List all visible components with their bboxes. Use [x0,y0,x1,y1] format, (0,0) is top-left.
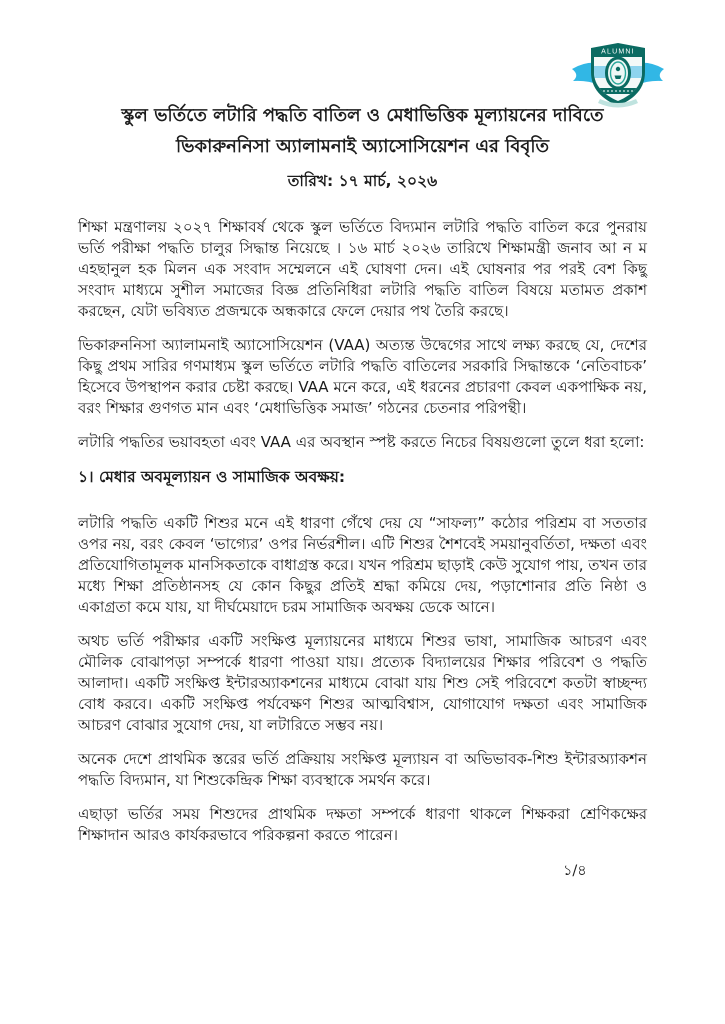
logo-banner-text: ALUMNI [601,48,635,56]
title-line-2: ভিকারুননিসা অ্যালামনাই অ্যাসোসিয়েশন এর বিবৃতি [175,136,550,157]
section-heading-1: ১। মেধার অবমূল্যায়ন ও সামাজিক অবক্ষয়: [78,468,346,486]
title-line-1: স্কুল ভর্তিতে লটারি পদ্ধতি বাতিল ও মেধাভিত্তিক মূল্যায়নের দাবিতে [121,105,604,126]
date-line: তারিখ: ১৭ মার্চ, ২০২৬ [287,172,438,190]
document-title [78,100,647,162]
document-content [78,0,647,859]
paragraph-ministry-decision: শিক্ষা মন্ত্রণালয় ২০২৭ শিক্ষাবর্ষ থেকে স্কুল ভর্তিতে বিদ্যমান লটারি পদ্ধতি বাতিল করে পুনরায় ভর্তি পরীক্ষা পদ্ধতি চালুর সিদ্ধান্ত নিয়েছে । ১৬ মার্চ ২০২৬ তারিখে শিক্ষামন্ত্রী জনাব আ ন ম এহছানুল হক মিলন এক সংবাদ সম্মেলনে এই ঘোষণা দেন। এই ঘোষনার পর পরই বেশ কিছু সংবাদ মাধ্যমে সুশীল সমাজের বিজ্ঞ প্রতিনিধিরা লটারি পদ্ধতি বাতিল বিষয়ে মতামত প্রকাশ করছেন, যেটা ভবিষ্যত প্রজন্মকে অন্ধকারে ফেলে দেয়ার পথ তৈরি করছে। [78,218,647,320]
page-number: ১/৪ [563,863,587,879]
paragraph-teacher-planning: এছাড়া ভর্তির সময় শিশুদের প্রাথমিক দক্ষতা সম্পর্কে ধারণা থাকলে শিক্ষকরা শ্রেণিকক্ষের শিক্ষাদান আরও কার্যকরভাবে পরিকল্পনা করতে পারেন। [78,805,647,844]
paragraph-vaa-concern: ভিকারুননিসা অ্যালামনাই অ্যাসোসিয়েশন (VAA) অত্যন্ত উদ্বেগের সাথে লক্ষ্য করছে যে, দেশের কিছু প্রথম সারির গণমাধ্যম স্কুল ভর্তিতে লটারি পদ্ধতি বাতিলের সরকারি সিদ্ধান্তকে ‘নেতিবাচক’ হিসেবে উপস্থাপন করার চেষ্টা করছে। VAA মনে করে, এই ধরনের প্রচারণা কেবল একপাক্ষিক নয়, বরং শিক্ষার গুণগত মান এবং ‘মেধাভিত্তিক সমাজ’ গঠনের চেতনার পরিপন্থী। [78,336,647,417]
paragraph-position-intro: লটারি পদ্ধতির ভয়াবহতা এবং VAA এর অবস্থান স্পষ্ট করতে নিচের বিষয়গুলো তুলে ধরা হলো: [78,433,645,451]
document-body [78,217,647,846]
paragraph-exam-benefits: অথচ ভর্তি পরীক্ষার একটি সংক্ষিপ্ত মূল্যায়নের মাধ্যমে শিশুর ভাষা, সামাজিক আচরণ এবং মৌলিক বোঝাপড়া সম্পর্কে ধারণা পাওয়া যায়। প্রত্যেক বিদ্যালয়ের শিক্ষার পরিবেশ ও পদ্ধতি আলাদা। একটি সংক্ষিপ্ত ইন্টারঅ্যাকশনের মাধ্যমে বোঝা যায় শিশু সেই পরিবেশে কতটা স্বাচ্ছন্দ্য বোধ করবে। একটি সংক্ষিপ্ত পর্যবেক্ষণ শিশুর আত্মবিশ্বাস, যোগাযোগ দক্ষতা এবং সামাজিক আচরণ বোঝার সুযোগ দেয়, যা লটারিতে সম্ভব নয়। [78,632,647,734]
paragraph-other-countries: অনেক দেশে প্রাথমিক স্তরের ভর্তি প্রক্রিয়ায় সংক্ষিপ্ত মূল্যায়ন বা অভিভাবক-শিশু ইন্টারঅ্যাকশন পদ্ধতি বিদ্যমান, যা শিশুকেন্দ্রিক শিক্ষা ব্যবস্থাকে সমর্থন করে। [78,750,647,789]
paragraph-lottery-harm: লটারি পদ্ধতি একটি শিশুর মনে এই ধারণা গেঁথে দেয় যে “সাফল্য” কঠোর পরিশ্রম বা সততার ওপর নয়, বরং কেবল ‘ভাগ্যের’ ওপর নির্ভরশীল। এটি শিশুর শৈশবেই সময়ানুবর্তিতা, দক্ষতা এবং প্রতিযোগিতামূলক মানসিকতাকে বাধাগ্রস্ত করে। যখন পরিশ্রম ছাড়াই কেউ সুযোগ পায়, তখন তার মধ্যে শিক্ষা প্রতিষ্ঠানসহ যে কোন কিছুর প্রতিই শ্রদ্ধা কমিয়ে দেয়, পড়াশোনার প্রতি নিষ্ঠা ও একাগ্রতা কমে যায়, যা দীর্ঘমেয়াদে চরম সামাজিক অবক্ষয় ডেকে আনে। [78,514,647,616]
